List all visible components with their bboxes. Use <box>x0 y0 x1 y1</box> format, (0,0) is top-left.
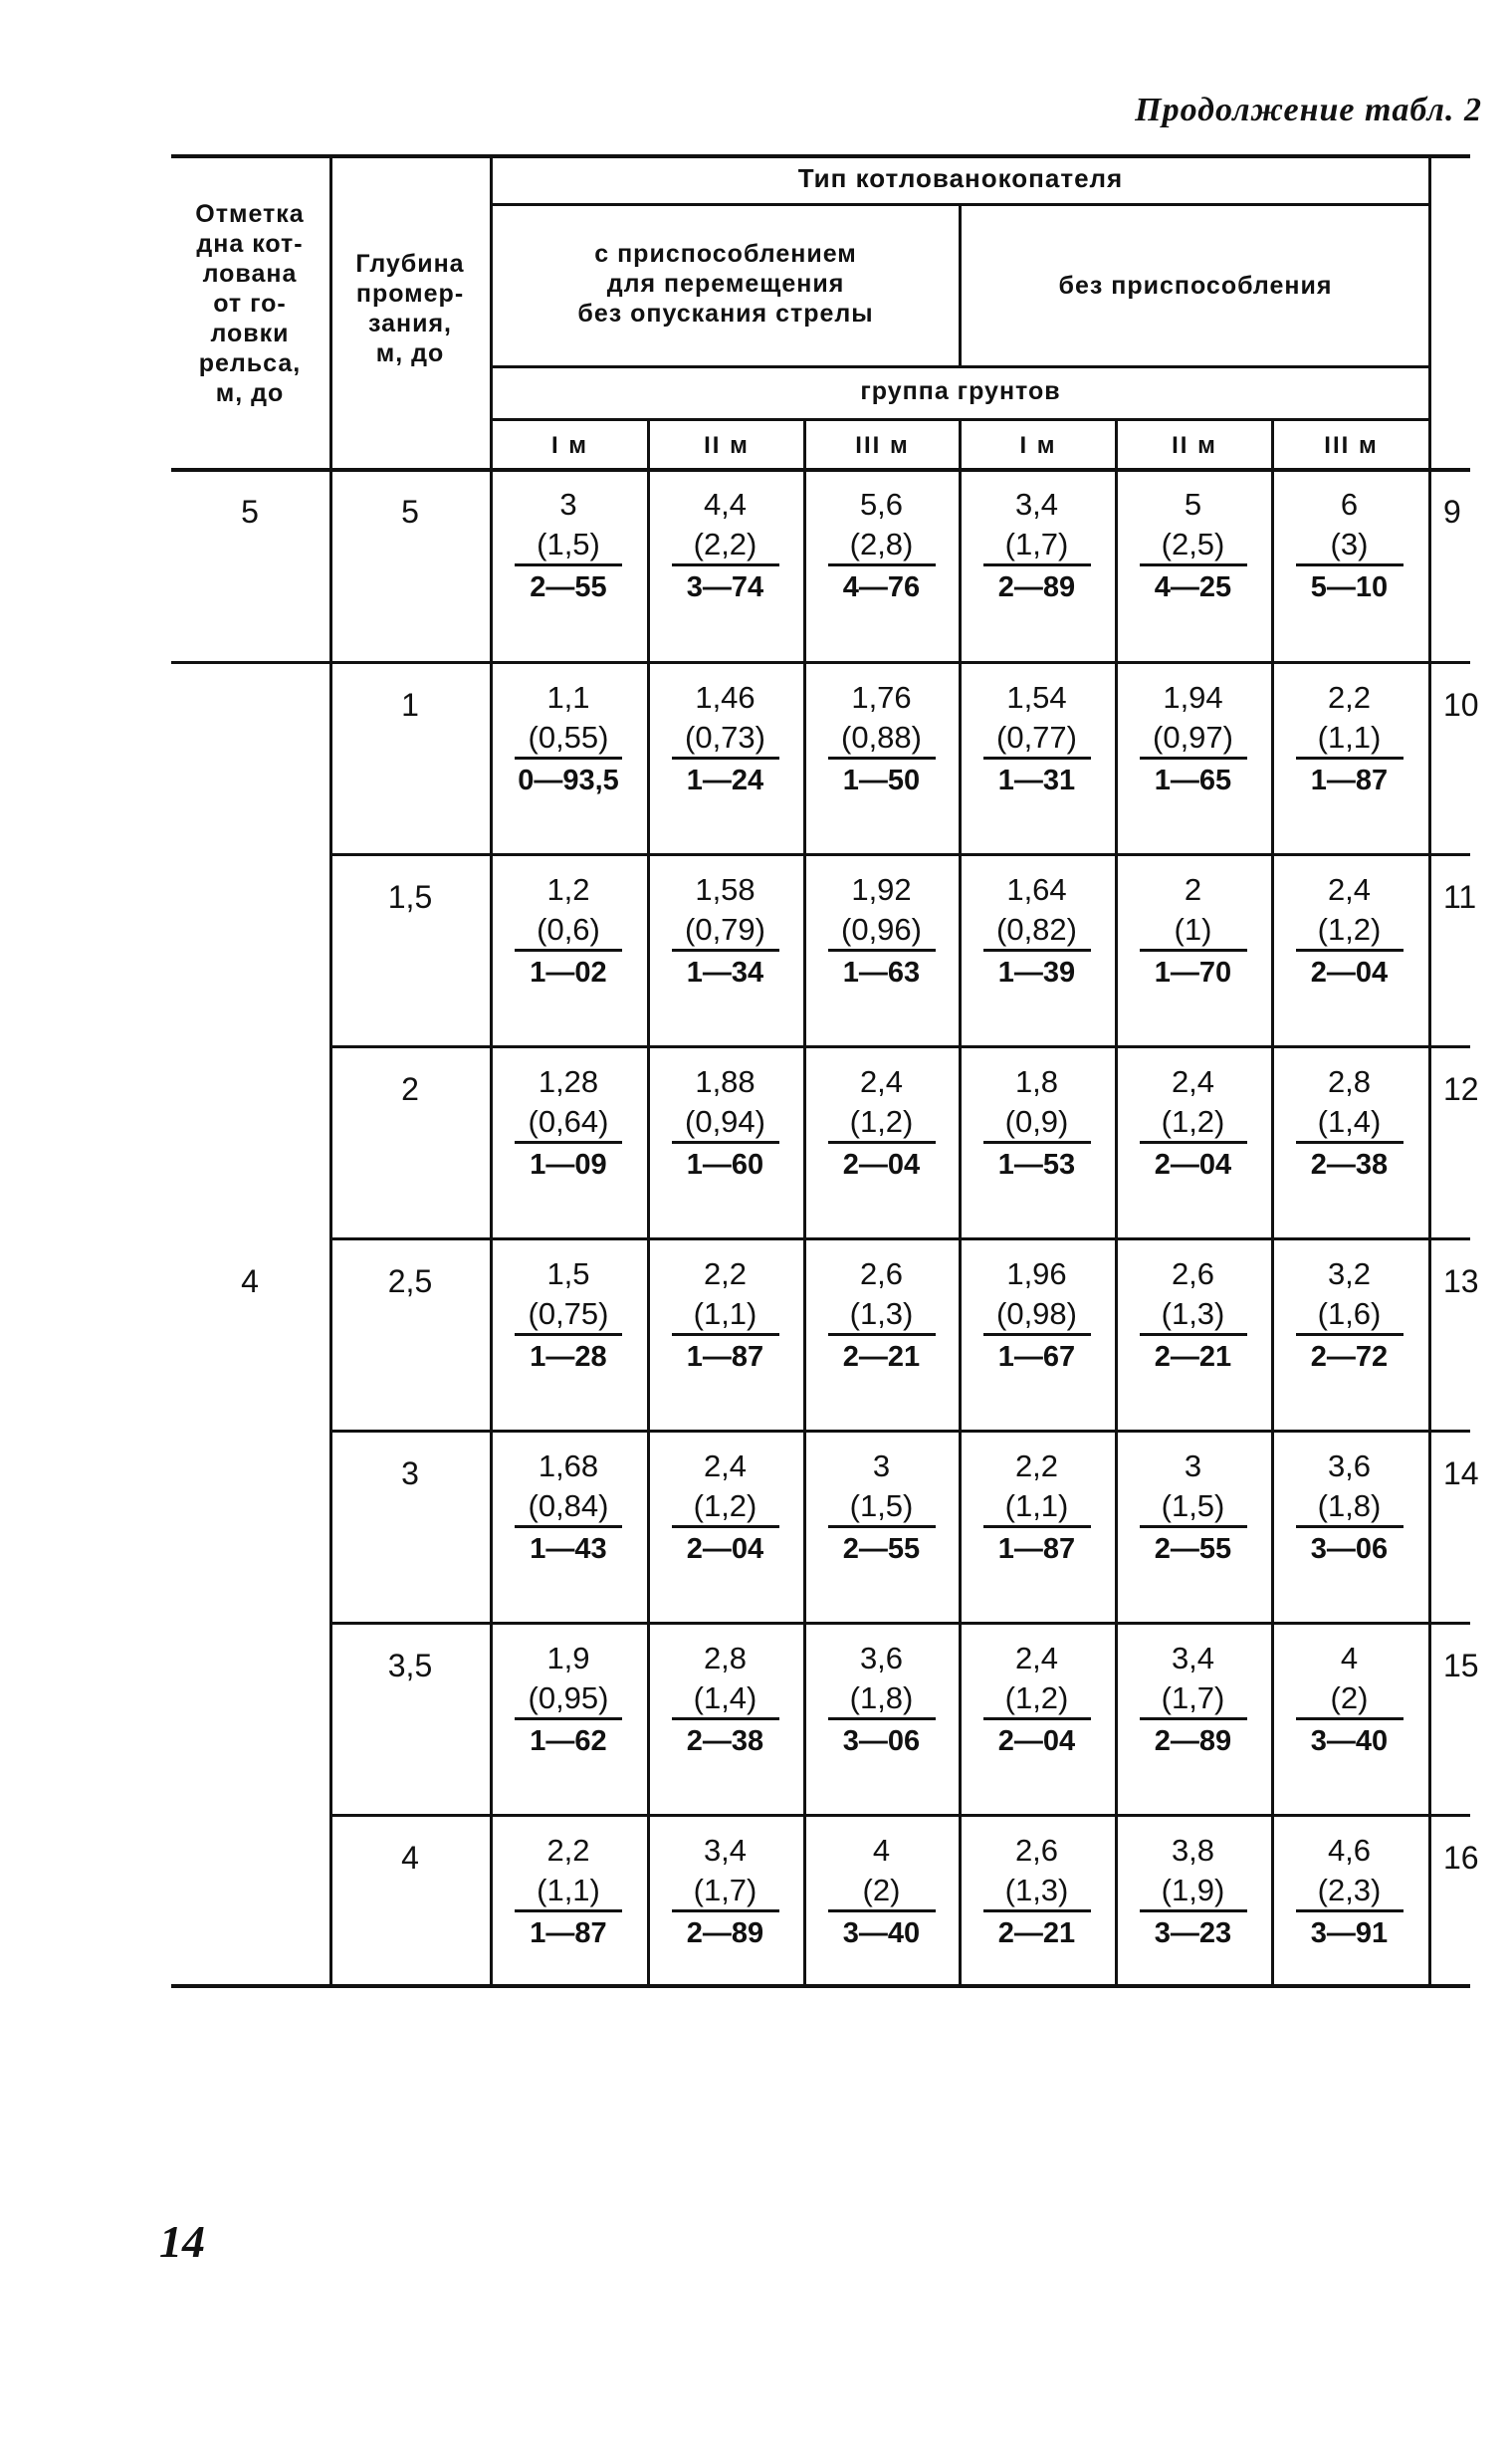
value-main: 5 <box>1184 487 1202 522</box>
value-paren: (0,77) <box>983 717 1091 760</box>
value-paren: (1,3) <box>1140 1293 1247 1336</box>
value-cell <box>1271 1832 1427 1952</box>
value-paren: (0,98) <box>983 1293 1091 1336</box>
value-paren: (1,6) <box>1296 1293 1404 1336</box>
row-rule <box>329 1430 1470 1433</box>
value-paren: (1,8) <box>828 1677 936 1720</box>
value-range: 1—65 <box>1154 765 1232 796</box>
row-number: 11 <box>1443 879 1477 915</box>
value-range: 3—91 <box>1310 1917 1389 1949</box>
row-number: 16 <box>1443 1840 1479 1876</box>
row-number: 15 <box>1443 1648 1479 1683</box>
value-cell <box>803 486 960 606</box>
value-paren: (1,4) <box>672 1677 779 1720</box>
col-divider-1 <box>329 154 332 1986</box>
value-range: 1—39 <box>997 957 1076 989</box>
value-range: 2—72 <box>1310 1341 1389 1373</box>
value-main: 3 <box>872 1448 891 1483</box>
value-cell <box>1271 486 1427 606</box>
value-range: 1—09 <box>530 1149 607 1181</box>
value-range: 2—89 <box>1154 1725 1232 1757</box>
value-paren: (0,6) <box>515 909 622 952</box>
value-cell <box>647 1640 803 1760</box>
value-cell <box>1271 1640 1427 1760</box>
value-paren: (1) <box>1140 909 1247 952</box>
value-cell <box>647 1063 803 1184</box>
subcol-header: II м <box>704 432 750 459</box>
value-paren: (1,3) <box>828 1293 936 1336</box>
value-paren: (0,55) <box>515 717 622 760</box>
value-main: 1,28 <box>538 1064 599 1099</box>
value-range: 2—04 <box>1310 957 1389 989</box>
value-paren: (0,96) <box>828 909 936 952</box>
value-paren: (1,7) <box>983 524 1091 566</box>
value-main: 1,54 <box>1006 680 1067 715</box>
value-paren: (0,82) <box>983 909 1091 952</box>
value-paren: (1,1) <box>1296 717 1404 760</box>
value-paren: (0,9) <box>983 1101 1091 1144</box>
value-main: 3 <box>559 487 577 522</box>
value-cell <box>803 1255 960 1376</box>
header-depth: Глубина промер- зания, м, до <box>355 250 465 367</box>
value-range: 0—93,5 <box>518 765 619 796</box>
value-cell <box>647 1255 803 1376</box>
value-main: 2,4 <box>1014 1641 1059 1675</box>
value-cell <box>647 1448 803 1568</box>
value-main: 2,2 <box>1014 1448 1059 1483</box>
value-paren: (1,2) <box>828 1101 936 1144</box>
row-number: 14 <box>1443 1455 1479 1491</box>
value-range: 2—55 <box>842 1533 921 1565</box>
table-caption: Продолжение табл. 2 <box>1135 92 1482 128</box>
value-cell <box>490 1448 647 1568</box>
mark-cell: 5 <box>241 494 259 530</box>
section-rule <box>171 661 1470 664</box>
value-paren: (1,2) <box>672 1485 779 1528</box>
value-paren: (0,95) <box>515 1677 622 1720</box>
value-paren: (0,73) <box>672 717 779 760</box>
value-cell <box>1271 1448 1427 1568</box>
value-range: 1—50 <box>842 765 921 796</box>
value-cell <box>959 486 1115 606</box>
value-range: 2—21 <box>1154 1341 1232 1373</box>
value-cell <box>647 871 803 992</box>
depth-cell: 2,5 <box>387 1263 433 1299</box>
value-paren: (1,3) <box>983 1870 1091 1912</box>
value-main: 3,6 <box>859 1641 904 1675</box>
depth-cell: 3,5 <box>387 1648 433 1683</box>
value-range: 2—04 <box>997 1725 1076 1757</box>
value-paren: (0,64) <box>515 1101 622 1144</box>
value-main: 2,4 <box>703 1448 748 1483</box>
value-main: 2,4 <box>1171 1064 1215 1099</box>
row-rule <box>329 1237 1470 1240</box>
value-cell <box>959 1063 1115 1184</box>
value-range: 2—21 <box>842 1341 921 1373</box>
row-rule <box>329 1045 1470 1048</box>
row-number: 9 <box>1443 494 1461 530</box>
value-paren: (1,1) <box>983 1485 1091 1528</box>
row-number: 12 <box>1443 1071 1479 1107</box>
value-main: 1,88 <box>695 1064 756 1099</box>
header-soil-group: группа грунтов <box>860 377 1061 405</box>
value-cell <box>490 1640 647 1760</box>
value-cell <box>959 1255 1115 1376</box>
value-range: 1—31 <box>997 765 1076 796</box>
value-paren: (1,7) <box>672 1870 779 1912</box>
page-number: 14 <box>159 2216 205 2267</box>
row-rule <box>329 1814 1470 1817</box>
value-cell <box>1271 1063 1427 1184</box>
value-range: 1—28 <box>530 1341 607 1373</box>
value-cell <box>803 1448 960 1568</box>
value-range: 2—55 <box>530 571 607 603</box>
value-cell <box>803 679 960 799</box>
subcol-header: III м <box>1324 432 1379 459</box>
value-cell <box>803 1640 960 1760</box>
mark-cell: 4 <box>241 1263 259 1299</box>
value-paren: (1,1) <box>515 1870 622 1912</box>
value-range: 3—40 <box>1310 1725 1389 1757</box>
depth-cell: 2 <box>401 1071 419 1107</box>
value-main: 3 <box>1184 1448 1202 1483</box>
value-cell <box>803 871 960 992</box>
value-range: 1—70 <box>1154 957 1232 989</box>
value-paren: (1,2) <box>1296 909 1404 952</box>
header-type: Тип котлованокопателя <box>797 163 1124 193</box>
value-cell <box>1271 871 1427 992</box>
value-paren: (0,88) <box>828 717 936 760</box>
value-main: 3,6 <box>1327 1448 1372 1483</box>
value-main: 2,2 <box>1327 680 1372 715</box>
value-main: 5,6 <box>859 487 904 522</box>
value-paren: (2) <box>828 1870 936 1912</box>
value-main: 4 <box>1340 1641 1359 1675</box>
value-main: 1,68 <box>538 1448 599 1483</box>
value-range: 1—02 <box>530 957 607 989</box>
value-range: 1—60 <box>686 1149 764 1181</box>
value-main: 1,5 <box>546 1256 590 1291</box>
value-cell <box>1115 1255 1271 1376</box>
value-main: 2,8 <box>703 1641 748 1675</box>
value-cell <box>959 679 1115 799</box>
value-main: 2,6 <box>859 1256 904 1291</box>
value-range: 2—38 <box>686 1725 764 1757</box>
value-cell <box>959 871 1115 992</box>
value-range: 1—62 <box>530 1725 607 1757</box>
value-cell <box>490 1255 647 1376</box>
depth-cell: 5 <box>401 494 419 530</box>
value-main: 4 <box>872 1833 891 1868</box>
value-cell <box>959 1640 1115 1760</box>
value-cell <box>647 679 803 799</box>
value-paren: (1,5) <box>1140 1485 1247 1528</box>
value-cell <box>647 486 803 606</box>
value-cell <box>1115 679 1271 799</box>
value-main: 2,4 <box>859 1064 904 1099</box>
value-range: 3—40 <box>842 1917 921 1949</box>
value-cell <box>490 1063 647 1184</box>
value-main: 1,2 <box>546 872 590 907</box>
value-range: 1—34 <box>686 957 764 989</box>
value-paren: (2,8) <box>828 524 936 566</box>
value-paren: (0,75) <box>515 1293 622 1336</box>
row-number: 13 <box>1443 1263 1479 1299</box>
depth-cell: 4 <box>401 1840 419 1876</box>
value-main: 4,6 <box>1327 1833 1372 1868</box>
value-main: 2,4 <box>1327 872 1372 907</box>
value-paren: (0,94) <box>672 1101 779 1144</box>
value-main: 6 <box>1340 487 1359 522</box>
value-main: 1,76 <box>851 680 912 715</box>
value-cell <box>1115 1640 1271 1760</box>
value-cell <box>647 1832 803 1952</box>
value-range: 3—23 <box>1154 1917 1232 1949</box>
value-paren: (3) <box>1296 524 1404 566</box>
value-cell <box>959 1448 1115 1568</box>
value-cell <box>1115 1832 1271 1952</box>
value-range: 3—06 <box>842 1725 921 1757</box>
header-without-device: без приспособления <box>1058 272 1333 300</box>
value-cell <box>1115 1063 1271 1184</box>
header-bottom-rule <box>171 468 1470 472</box>
value-main: 3,4 <box>1014 487 1059 522</box>
header-mark: Отметка дна кот- лована от го- ловки рельса, м, до <box>195 200 305 407</box>
value-range: 1—87 <box>1310 765 1389 796</box>
value-cell <box>803 1063 960 1184</box>
row-rule <box>329 1622 1470 1625</box>
value-range: 4—25 <box>1154 571 1232 603</box>
value-main: 1,9 <box>546 1641 590 1675</box>
value-main: 1,8 <box>1014 1064 1059 1099</box>
row-rule <box>329 853 1470 856</box>
value-paren: (2,2) <box>672 524 779 566</box>
value-main: 1,94 <box>1163 680 1223 715</box>
value-main: 2,2 <box>703 1256 748 1291</box>
value-paren: (1,5) <box>515 524 622 566</box>
value-paren: (1,2) <box>1140 1101 1247 1144</box>
value-range: 2—38 <box>1310 1149 1389 1181</box>
value-range: 2—89 <box>997 571 1076 603</box>
value-cell <box>1271 1255 1427 1376</box>
value-paren: (1,5) <box>828 1485 936 1528</box>
col-divider-right <box>1428 154 1431 1986</box>
table-top-rule <box>171 154 1470 158</box>
value-paren: (1,1) <box>672 1293 779 1336</box>
value-range: 3—06 <box>1310 1533 1389 1565</box>
value-range: 2—89 <box>686 1917 764 1949</box>
subcol-header: III м <box>855 432 910 459</box>
subcol-header: I м <box>550 432 589 459</box>
depth-cell: 3 <box>401 1455 419 1491</box>
value-main: 2,2 <box>546 1833 590 1868</box>
table-bottom-rule <box>171 1984 1470 1988</box>
value-main: 2,6 <box>1014 1833 1059 1868</box>
value-cell <box>490 679 647 799</box>
value-cell <box>1271 679 1427 799</box>
header-with-device: с приспособлением для перемещения без опускания стрелы <box>577 240 874 328</box>
value-main: 1,92 <box>851 872 912 907</box>
value-main: 3,4 <box>703 1833 748 1868</box>
value-range: 1—67 <box>997 1341 1076 1373</box>
row-number: 10 <box>1443 687 1479 723</box>
value-cell <box>1115 871 1271 992</box>
depth-cell: 1,5 <box>387 879 433 915</box>
value-cell <box>490 871 647 992</box>
value-paren: (1,4) <box>1296 1101 1404 1144</box>
value-paren: (2,3) <box>1296 1870 1404 1912</box>
value-range: 2—04 <box>1154 1149 1232 1181</box>
value-range: 2—04 <box>686 1533 764 1565</box>
value-main: 1,46 <box>695 680 756 715</box>
value-main: 1,64 <box>1006 872 1067 907</box>
subcol-header: I м <box>1019 432 1057 459</box>
value-paren: (0,97) <box>1140 717 1247 760</box>
value-main: 1,96 <box>1006 1256 1067 1291</box>
depth-cell: 1 <box>401 687 419 723</box>
value-paren: (0,84) <box>515 1485 622 1528</box>
value-main: 2,6 <box>1171 1256 1215 1291</box>
value-range: 3—74 <box>686 571 764 603</box>
value-paren: (1,8) <box>1296 1485 1404 1528</box>
value-range: 5—10 <box>1310 571 1389 603</box>
value-main: 3,8 <box>1171 1833 1215 1868</box>
value-paren: (2) <box>1296 1677 1404 1720</box>
value-main: 1,1 <box>546 680 590 715</box>
value-main: 4,4 <box>703 487 748 522</box>
value-paren: (1,2) <box>983 1677 1091 1720</box>
value-cell <box>803 1832 960 1952</box>
value-range: 1—87 <box>997 1533 1076 1565</box>
value-range: 2—04 <box>842 1149 921 1181</box>
value-main: 1,58 <box>695 872 756 907</box>
value-cell <box>959 1832 1115 1952</box>
subcol-header: II м <box>1172 432 1217 459</box>
value-range: 2—55 <box>1154 1533 1232 1565</box>
value-range: 4—76 <box>842 571 921 603</box>
value-range: 1—87 <box>530 1917 607 1949</box>
value-range: 1—53 <box>997 1149 1076 1181</box>
value-paren: (2,5) <box>1140 524 1247 566</box>
value-cell <box>1115 1448 1271 1568</box>
value-main: 3,2 <box>1327 1256 1372 1291</box>
value-main: 2,8 <box>1327 1064 1372 1099</box>
value-cell <box>490 1832 647 1952</box>
value-paren: (0,79) <box>672 909 779 952</box>
value-cell <box>490 486 647 606</box>
value-range: 1—24 <box>686 765 764 796</box>
value-range: 1—63 <box>842 957 921 989</box>
value-range: 1—43 <box>530 1533 607 1565</box>
value-cell <box>1115 486 1271 606</box>
value-range: 1—87 <box>686 1341 764 1373</box>
value-range: 2—21 <box>997 1917 1076 1949</box>
value-paren: (1,9) <box>1140 1870 1247 1912</box>
value-main: 2 <box>1184 872 1202 907</box>
value-paren: (1,7) <box>1140 1677 1247 1720</box>
value-main: 3,4 <box>1171 1641 1215 1675</box>
